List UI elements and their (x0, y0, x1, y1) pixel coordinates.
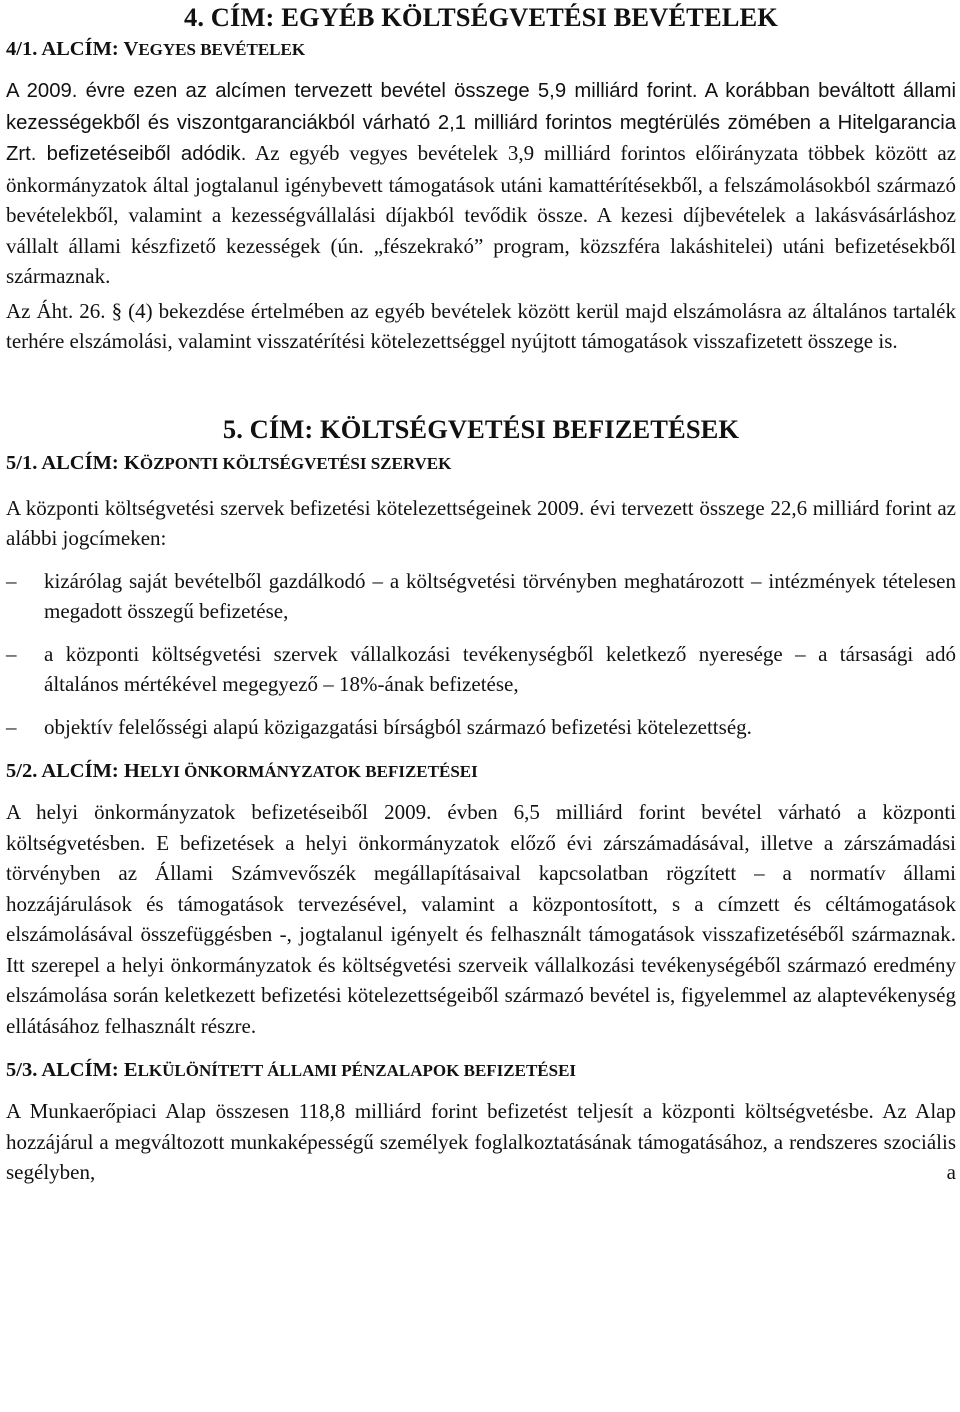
subsection-label-rest: EGYES BEVÉTELEK (138, 40, 306, 59)
section-5-title: 5. CÍM: KÖLTSÉGVETÉSI BEFIZETÉSEK (222, 413, 740, 444)
subsection-5-2-heading (6, 756, 956, 787)
dash-bullet: – (6, 641, 17, 666)
list-item (6, 712, 956, 743)
list-item-text: objektív felelősségi alapú közigazgatási bírságból származó befizetési kötelezettség. (44, 714, 752, 739)
subsection-label-start: ALCÍM: H (41, 760, 140, 782)
list-item-text: kizárólag saját bevételből gazdálkodó – a költségvetési törvényben meghatározott – intézmények tételesen megadott összegű befizetése, (44, 568, 956, 623)
subsection-number: 5/3. (6, 1059, 38, 1081)
subsection-number: 5/1. (6, 451, 38, 474)
subsection-5-3-heading (6, 1055, 956, 1086)
paragraph-5-2: A helyi önkormányzatok befizetéseiből 2009. évben 6,5 milliárd forint bevétel várható a központi költségvetésben. E befizetések a helyi önkormányzatok előző évi zárszámadásával, illetve a zárszámadási törvényben az Állami Számvevőszék megállapításaival kapcsolatban rögzített – a normatív állami hozzájárulások és támogatások tervezésével, valamint a központosított, s a címzett és céltámogatások elszámolásával összefüggésben -, jogtalanul igényelt és felhasznált támogatások visszafizetéséből származnak. Itt szerepel a helyi önkormányzatok és költségvetési szerveik vállalkozási tevékenységéből származó eredmény elszámolása során keletkezett befizetési kötelezettségeiből származó bevétel is, figyelemmel az alaptevékenység ellátásához felhasznált részre. (6, 800, 956, 1038)
subsection-number: 5/2. (6, 760, 38, 782)
subsection-label-rest: ELYI ÖNKORMÁNYZATOK BEFIZETÉSEI (139, 762, 478, 781)
subsection-label-start: ALCÍM: E (41, 1059, 138, 1081)
paragraph-text: Az egyéb vegyes bevételek 3,9 milliárd forintos előirányzata többek között az önkormányzatok által jogtalanul igénybevett támogatások utáni kamattérítésekből, a felszámolásokból származó bevételekből, valamint a kezességvállalási díjakból tevődik össze. A kezesi díjbevételek a lakásvásárláshoz vállalt állami készfizető kezességek (ún. „fészekrakó” program, közszféra lakáshitelei) utáni befizetésekből származnak. (6, 141, 957, 288)
list-item-text: a központi költségvetési szervek vállalkozási tevékenységből keletkező nyeresége – a társasági adó általános mértékével megegyező – 18%-ának befizetése, (44, 641, 956, 696)
list-item (6, 639, 956, 700)
subsection-number: 4/1. (6, 38, 38, 60)
dash-bullet: – (6, 714, 17, 739)
dash-bullet: – (6, 568, 17, 593)
subsection-4-1-heading (6, 34, 956, 65)
subsection-5-1-heading (6, 448, 956, 479)
paragraph-5-1-intro: A központi költségvetési szervek befizetési kötelezettségeinek 2009. évi tervezett összege 22,6 milliárd forint az alábbi jogcímeken: (6, 495, 956, 550)
subsection-label-start: ALCÍM: V (41, 38, 139, 60)
subsection-label-start: ALCÍM: K (41, 451, 140, 474)
paragraph-5-3: A Munkaerőpiaci Alap összesen 118,8 milliárd forint befizetést teljesít a központi költségvetésbe. Az Alap hozzájárul a megváltozott munkaképességű személyek foglalkoztatásának támogatásához, a rendszeres szociális segélyben, a (6, 1099, 956, 1184)
subsection-label-rest: LKÜLÖNÍTETT ÁLLAMI PÉNZALAPOK BEFIZETÉSEI (137, 1061, 577, 1080)
document-page (6, 0, 956, 1188)
paragraph-text: A 2009. évre ezen az alcímen tervezett bevétel összege 5,9 milliárd forint. A korábban beváltott állami kezességekből és viszontgaranciákból várható 2,1 milliárd forintos megtérülés zömében a Hitelgarancia Zrt. befizetéseiből adódik. (6, 80, 956, 165)
section-4-title: 4. CÍM: EGYÉB KÖLTSÉGVETÉSI BEVÉTELEK (184, 2, 778, 32)
paragraph-4-1-c: Az Áht. 26. § (4) bekezdése értelmében az egyéb bevételek között kerül majd elszámolásra az általános tartalék terhére elszámolási, valamint visszatérítési kötelezettséggel nyújtott támogatások visszafizetett összege is. (6, 298, 956, 353)
subsection-label-rest: ÖZPONTI KÖLTSÉGVETÉSI SZERVEK (139, 453, 452, 473)
paragraph-4-1-a (6, 75, 956, 292)
list-item (6, 566, 956, 627)
